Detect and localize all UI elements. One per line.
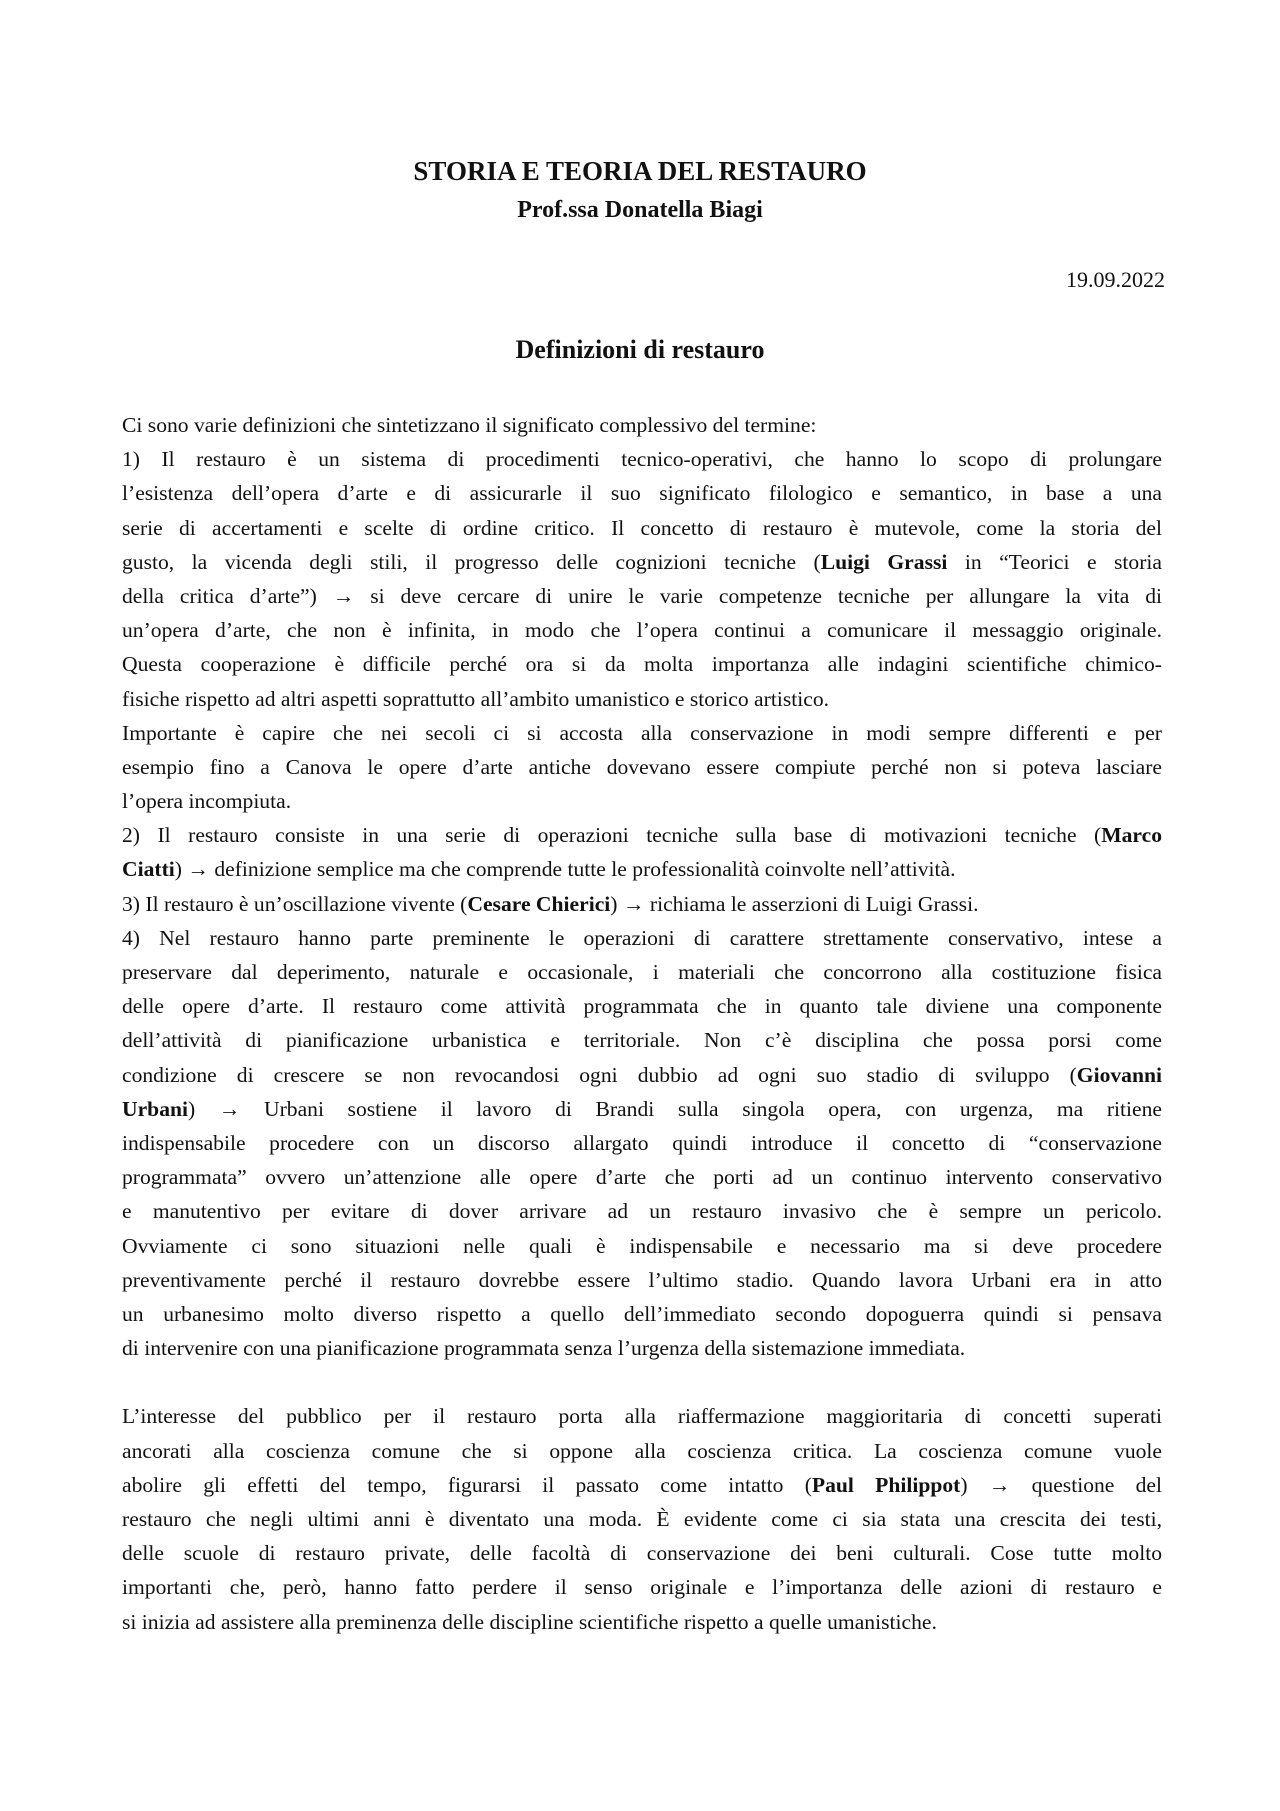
text-line: Ovviamente ci sono situazioni nelle quali è indispensabile e necessario ma si deve procedere xyxy=(122,1233,1162,1258)
text-line: fisiche rispetto ad altri aspetti soprattutto all’ambito umanistico e storico artistico. xyxy=(122,686,830,711)
text-line: e manutentivo per evitare di dover arrivare ad un restauro invasivo che è sempre un pericolo. xyxy=(122,1199,1162,1224)
text-line: L’interesse del pubblico per il restauro porta alla riaffermazione maggioritaria di concetti superati xyxy=(122,1404,1162,1429)
text-line: abolire gli effetti del tempo, figurarsi il passato come intatto (Paul Philippot) → questione del xyxy=(122,1472,1162,1497)
text-line: Questa cooperazione è difficile perché ora si da molta importanza alle indagini scientifiche chimico- xyxy=(122,652,1162,677)
text-line: di intervenire con una pianificazione programmata senza l’urgenza della sistemazione immediata. xyxy=(122,1336,966,1361)
author-name: Ciatti xyxy=(122,857,175,882)
text-line: Importante è capire che nei secoli ci si accosta alla conservazione in modi sempre differenti e per xyxy=(122,720,1162,745)
document-body xyxy=(122,408,1162,1639)
text-line: ancorati alla coscienza comune che si oppone alla coscienza critica. La coscienza comune vuole xyxy=(122,1438,1162,1463)
text-line: 4) Nel restauro hanno parte preminente le operazioni di carattere strettamente conservativo, intese a xyxy=(122,925,1162,950)
section-heading: Definizioni di restauro xyxy=(515,335,765,364)
text-line: gusto, la vicenda degli stili, il progresso delle cognizioni tecniche (Luigi Grassi in “Teorici e storia xyxy=(122,549,1162,574)
text-line: dell’attività di pianificazione urbanistica e territoriale. Non c’è disciplina che possa porsi come xyxy=(122,1028,1162,1053)
author-name: Cesare Chierici xyxy=(467,891,611,916)
text-line: indispensabile procedere con un discorso allargato quindi introduce il concetto di “conservazione xyxy=(122,1130,1162,1155)
author-name: Marco xyxy=(1101,823,1162,848)
text-line: restauro che negli ultimi anni è diventato una moda. È evidente come ci sia stata una crescita dei testi, xyxy=(122,1507,1162,1531)
text-line: Ci sono varie definizioni che sintetizzano il significato complessivo del termine: xyxy=(122,413,817,437)
text-line: 3) Il restauro è un’oscillazione vivente (Cesare Chierici) → richiama le asserzioni di Luigi Grassi. xyxy=(122,891,979,916)
lecture-date: 19.09.2022 xyxy=(1066,267,1165,292)
paragraph-gap xyxy=(122,1365,1162,1399)
author-name: Paul Philippot xyxy=(811,1472,961,1497)
text-line: esempio fino a Canova le opere d’arte antiche dovevano essere compiute perché non si poteva lasciare xyxy=(122,754,1162,779)
text-line: preventivamente perché il restauro dovrebbe essere l’ultimo stadio. Quando lavora Urbani era in atto xyxy=(122,1267,1162,1292)
text-line: importanti che, però, hanno fatto perdere il senso originale e l’importanza delle azioni di restauro e xyxy=(122,1575,1162,1600)
text-line: delle opere d’arte. Il restauro come attività programmata che in quanto tale diviene una componente xyxy=(122,994,1162,1019)
text-line: 1) Il restauro è un sistema di procedimenti tecnico-operativi, che hanno lo scopo di prolungare xyxy=(122,447,1162,472)
text-line: Urbani) → Urbani sostiene il lavoro di Brandi sulla singola opera, con urgenza, ma ritiene xyxy=(122,1096,1162,1121)
professor-name: Prof.ssa Donatella Biagi xyxy=(517,197,763,223)
text-line: condizione di crescere se non revocandosi ogni dubbio ad ogni suo stadio di sviluppo (Giovanni xyxy=(122,1062,1162,1087)
text-line: 2) Il restauro consiste in una serie di operazioni tecniche sulla base di motivazioni tecniche (Marco xyxy=(122,823,1162,848)
text-line: un urbanesimo molto diverso rispetto a quello dell’immediato secondo dopoguerra quindi si pensava xyxy=(122,1301,1162,1326)
text-line: serie di accertamenti e scelte di ordine critico. Il concetto di restauro è mutevole, come la storia del xyxy=(122,515,1162,540)
text-line: programmata” ovvero un’attenzione alle opere d’arte che porti ad un continuo intervento conservativo xyxy=(122,1165,1162,1190)
text-line: Ciatti) → definizione semplice ma che comprende tutte le professionalità coinvolte nell’attività. xyxy=(122,857,956,882)
author-name: Urbani xyxy=(122,1096,188,1121)
author-name: Luigi Grassi xyxy=(820,549,948,574)
text-line: della critica d’arte”) → si deve cercare di unire le varie competenze tecniche per allungare la vita di xyxy=(122,583,1162,608)
text-line: un’opera d’arte, che non è infinita, in modo che l’opera continui a comunicare il messaggio originale. xyxy=(122,618,1162,643)
course-title: STORIA E TEORIA DEL RESTAURO xyxy=(413,156,867,186)
text-line: si inizia ad assistere alla preminenza delle discipline scientifiche rispetto a quelle umanistiche. xyxy=(122,1609,937,1634)
text-line: l’opera incompiuta. xyxy=(122,789,292,814)
text-line: l’esistenza dell’opera d’arte e di assicurarle il suo significato filologico e semantico, in base a una xyxy=(122,481,1162,506)
author-name: Giovanni xyxy=(1076,1062,1162,1087)
text-line: delle scuole di restauro private, delle facoltà di conservazione dei beni culturali. Cose tutte molto xyxy=(122,1541,1162,1566)
text-line: preservare dal deperimento, naturale e occasionale, i materiali che concorrono alla costituzione fisica xyxy=(122,960,1162,984)
